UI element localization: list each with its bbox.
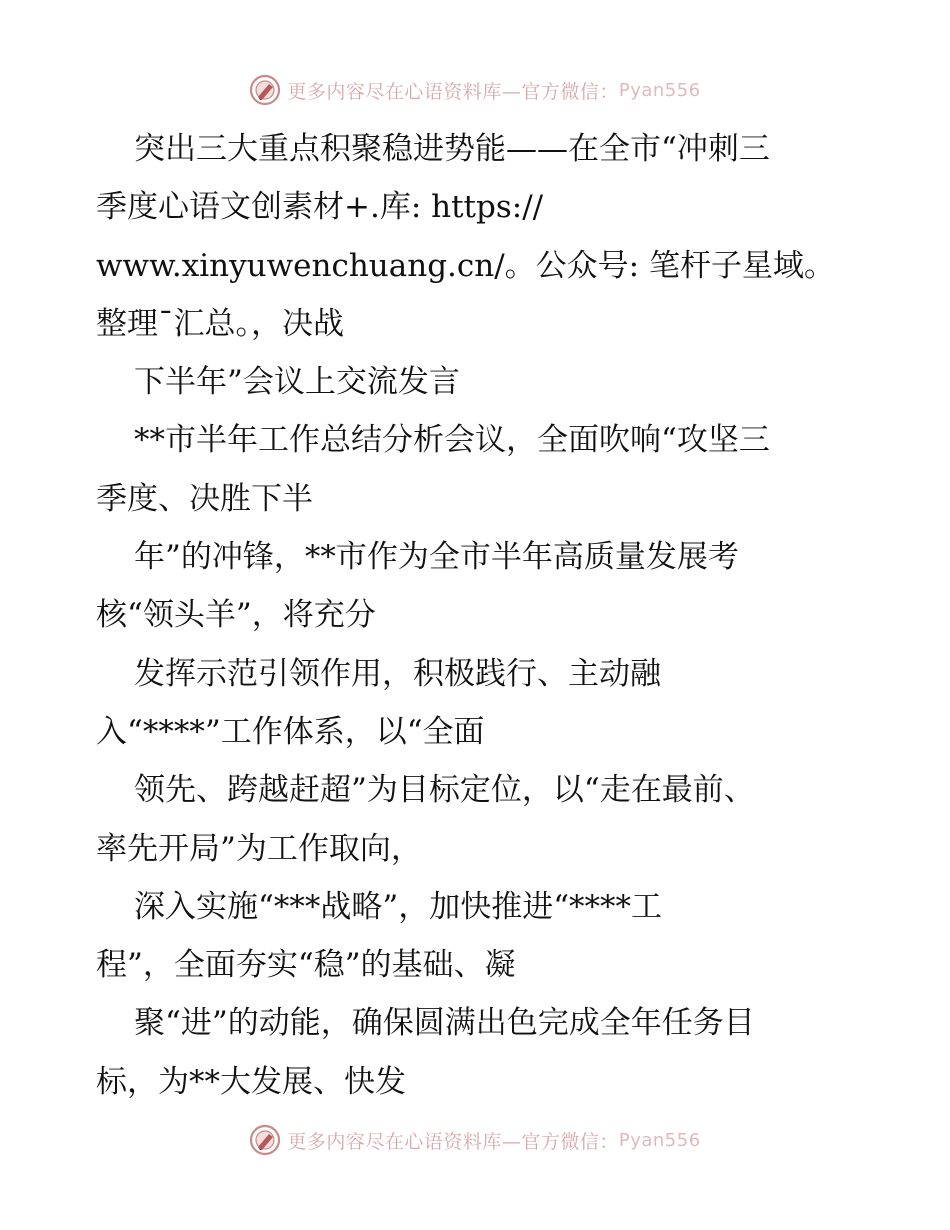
text-line: 突出三大重点积聚稳进势能——在全市“冲刺三 [134,131,770,167]
watermark-contact: Pyan556 [618,79,701,101]
watermark-footer [0,1120,950,1160]
document-body [96,120,886,1111]
watermark-text: 更多内容尽在心语资料库—官方微信： [287,80,619,103]
text-line: 程”，全面夯实“稳”的基础、凝 [96,947,516,984]
text-line: **市半年工作总结分析会议，全面吹响“攻坚三 [134,422,770,459]
pen-nib-logo-icon [249,74,281,106]
text-line: 深入实施“***战略”，加快推进“****工 [134,888,663,925]
watermark-contact: Pyan556 [618,1129,701,1151]
text-line: 标，为**大发展、快发 [96,1063,406,1100]
watermark-text: 更多内容尽在心语资料库—官方微信： [287,1130,619,1153]
text-line: 发挥示范引领作用，积极践行、主动融 [134,655,661,692]
text-line: 年”的冲锋，**市作为全市半年高质量发展考 [134,539,739,576]
text-line: 领先、跨越赶超”为目标定位，以“走在最前、 [134,772,755,809]
text-line: 核“领头羊”，将充分 [96,597,376,634]
text-line: 下半年”会议上交流发言 [134,364,460,401]
watermark-header [0,70,950,110]
text-line: 季度、决胜下半 [96,480,313,517]
text-line: 整理¯汇总。，决战 [96,305,344,342]
text-line: 季度心语文创素材+.库: https:// [96,189,544,226]
text-line: 率先开局”为工作取向， [96,830,422,867]
pen-nib-logo-icon [249,1124,281,1156]
text-line: www.xinyuwenchuang.cn/。公众号: 笔杆子星域。 [96,247,835,284]
text-line: 入“****”工作体系，以“全面 [96,713,485,750]
text-line: 聚“进”的动能，确保圆满出色完成全年任务目 [134,1005,755,1042]
